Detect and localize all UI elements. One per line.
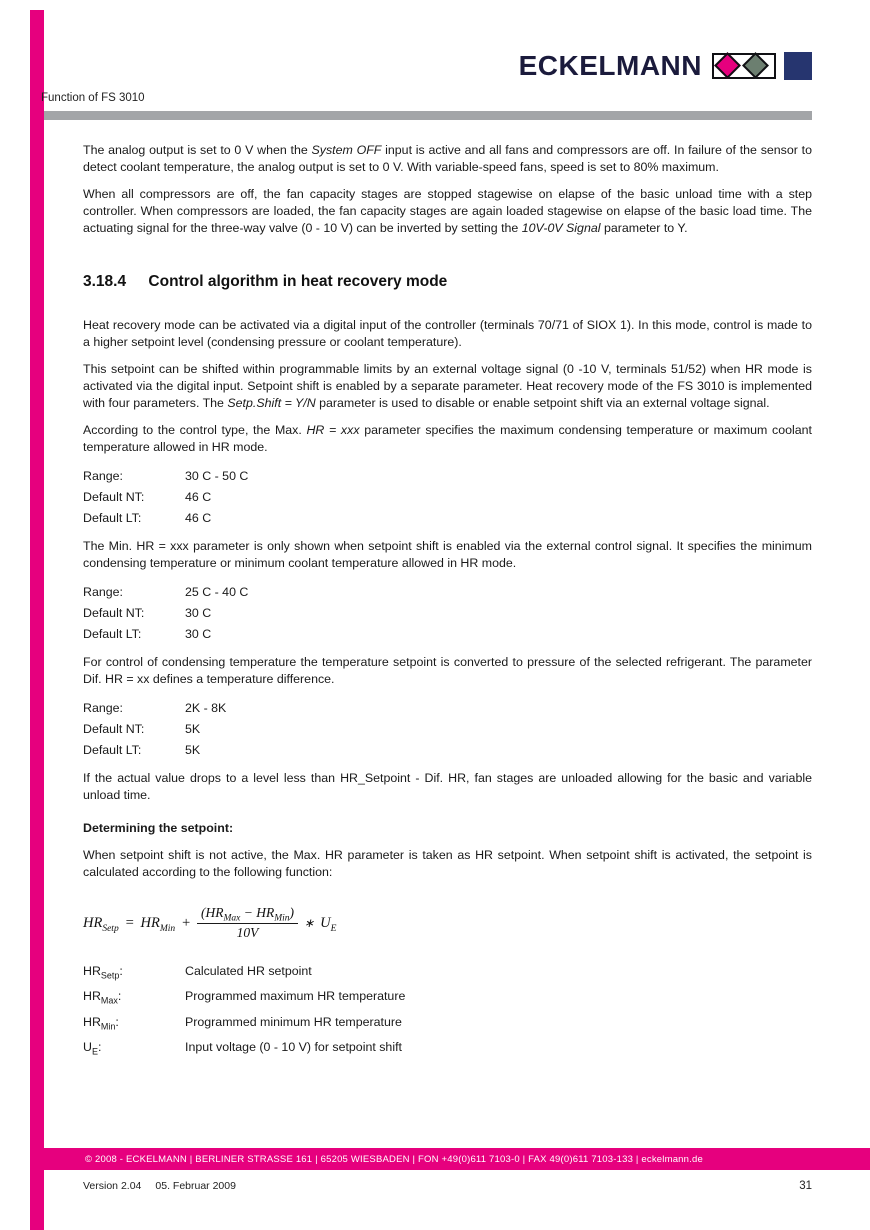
- spec-term: Default LT:: [83, 743, 142, 757]
- text-run: If the actual value drops to a level less than HR_Setpoint - Dif. HR, fan stages are unloaded allowing for the basic and variable unload time.: [83, 771, 812, 802]
- paragraph-unload: [83, 770, 812, 804]
- param-10v-0v-signal: 10V-0V Signal: [521, 221, 601, 235]
- spec-value: 30 C: [185, 606, 212, 620]
- sub-e: E: [330, 923, 337, 934]
- min-hr-spec-list: [83, 582, 812, 645]
- spec-term: Range:: [83, 585, 123, 599]
- var-base: HR: [83, 1014, 101, 1029]
- text-run: The analog output is set to 0 V when the: [83, 143, 312, 157]
- fraction-denominator: 10V: [236, 925, 259, 940]
- spec-value: 30 C - 50 C: [185, 469, 249, 483]
- sub-min: Min: [274, 913, 290, 924]
- colon: :: [115, 1014, 119, 1029]
- spec-term: Range:: [83, 701, 123, 715]
- subheading-determining-setpoint: Determining the setpoint:: [83, 821, 234, 835]
- text-run: parameter is used to disable or enable setpoint shift via an external voltage signal.: [315, 396, 770, 410]
- legend-term: [83, 986, 185, 1011]
- section-number: 3.18.4: [83, 273, 127, 290]
- document-version: Version 2.04: [83, 1180, 142, 1192]
- plus-sign: +: [181, 914, 191, 931]
- footer-imprint-bar: [44, 1148, 870, 1170]
- logo-wordmark: ECKELMANN: [518, 50, 702, 81]
- paragraph-max-hr: [83, 422, 812, 456]
- legend-term: [83, 1037, 185, 1062]
- spec-row: [83, 698, 812, 719]
- equals-sign: =: [124, 914, 135, 931]
- legend-row: [83, 986, 812, 1011]
- colon: :: [119, 964, 123, 978]
- paragraph-dif-hr: [83, 654, 812, 688]
- formula-fraction: [197, 905, 298, 941]
- colon: :: [97, 1040, 102, 1055]
- paragraph-setpoint-shift: [83, 361, 812, 412]
- text-run: According to the control type, the Max.: [83, 423, 307, 437]
- spec-term: Range:: [83, 469, 123, 483]
- main-content: [83, 142, 812, 1063]
- spec-term: Default NT:: [83, 490, 145, 504]
- spec-value: 30 C: [185, 627, 212, 641]
- spec-value: 46 C: [185, 511, 212, 525]
- text-run: Heat recovery mode can be activated via a digital input of the controller (terminals 70/71 of SIOX 1). In this mode, control is made to a higher setpoint level (condensing pressure or coolant temperature).: [83, 318, 812, 349]
- eckelmann-logo: [519, 50, 812, 82]
- legend-definition: Programmed maximum HR temperature: [185, 989, 406, 1004]
- text-run: This setpoint can be shifted within programmable limits by an external voltage signal (0 -10 V, terminals 51/52) when HR mode is activated via the digital input. Setpoint shift is enabled by a separate parameter. Heat recovery mode of the FS 3010 is implemented with four parameters. The: [83, 362, 812, 410]
- var-base: HR: [83, 964, 101, 978]
- spec-value: 5K: [185, 743, 201, 757]
- footer-meta: [83, 1180, 812, 1192]
- logo-navy-square-icon: [784, 52, 812, 80]
- var-sub: Setp: [100, 970, 120, 981]
- param-max-hr: HR = xxx: [306, 423, 360, 437]
- sub-min: Min: [159, 923, 176, 934]
- var-hr: HR: [140, 914, 160, 931]
- hr-setpoint-formula: [83, 905, 812, 941]
- paragraph-min-hr: [83, 538, 812, 572]
- var-hr: HR: [83, 914, 103, 931]
- running-header: Function of FS 3010: [41, 92, 145, 104]
- spec-row: [83, 624, 812, 645]
- legend-row: [83, 1037, 812, 1062]
- page-number: 31: [799, 1180, 812, 1192]
- section-title: Control algorithm in heat recovery mode: [148, 273, 448, 290]
- fraction-numerator: [197, 905, 298, 924]
- formula-lhs: [83, 915, 119, 932]
- spec-value: 2K - 8K: [185, 701, 227, 715]
- text-run: For control of condensing temperature the temperature setpoint is converted to pressure of the selected refrigerant. The parameter Dif. HR = xx defines a temperature difference.: [83, 655, 812, 686]
- spec-row: [83, 487, 812, 508]
- version-and-date: [83, 1180, 236, 1192]
- spec-value: 5K: [185, 722, 201, 736]
- var-sub: Min: [100, 1021, 116, 1032]
- paragraph-compressors-off: [83, 186, 812, 237]
- text-run: When setpoint shift is not active, the Max. HR parameter is taken as HR setpoint. When setpoint shift is activated, the setpoint is calculated according to the following function:: [83, 848, 812, 879]
- spec-row: [83, 466, 812, 487]
- spec-term: Default LT:: [83, 627, 142, 641]
- var-u: U: [320, 914, 331, 931]
- legend-definition: Calculated HR setpoint: [185, 964, 312, 978]
- spec-row: [83, 719, 812, 740]
- text-run: parameter specifies the maximum condensing temperature or maximum coolant temperature allowed in HR mode.: [83, 423, 812, 454]
- header-rule: [44, 111, 812, 120]
- max-hr-spec-list: [83, 466, 812, 529]
- spec-term: Default NT:: [83, 606, 145, 620]
- formula-ue: [320, 915, 336, 932]
- colon: :: [117, 989, 122, 1004]
- sub-setp: Setp: [102, 923, 119, 934]
- text-run: ): [289, 905, 295, 920]
- var-base: U: [83, 1040, 92, 1055]
- spec-value: 25 C - 40 C: [185, 585, 249, 599]
- spec-term: Default NT:: [83, 722, 145, 736]
- legend-definition: Input voltage (0 - 10 V) for setpoint shift: [185, 1040, 402, 1055]
- text-run: (HR: [200, 905, 224, 920]
- legend-row: [83, 1012, 812, 1037]
- legend-definition: Programmed minimum HR temperature: [185, 1014, 402, 1029]
- formula-hr-min: [141, 915, 176, 932]
- spec-row: [83, 740, 812, 761]
- dif-hr-spec-list: [83, 698, 812, 761]
- spec-term: Default LT:: [83, 511, 142, 525]
- var-base: HR: [83, 989, 101, 1004]
- eckelmann-logo-mark-icon: [712, 50, 812, 82]
- legend-row: [83, 961, 812, 986]
- legend-term: [83, 961, 185, 986]
- text-run: input is active and all fans and compressors are off. In failure of the sensor to detect coolant temperature, the analog output is set to 0 V. With variable-speed fans, speed is set to 80% maximum.: [83, 143, 813, 174]
- sub-max: Max: [223, 913, 241, 924]
- legend-term: [83, 1012, 185, 1037]
- paragraph-hr-mode-intro: [83, 317, 812, 351]
- var-sub: Max: [100, 995, 118, 1006]
- brand-left-bar: [30, 10, 44, 1230]
- formula-legend: [83, 961, 812, 1063]
- text-run: parameter to Y.: [600, 221, 688, 235]
- text-run: When all compressors are off, the fan capacity stages are stopped stagewise on elapse of the basic unload time with a step controller. When compressors are loaded, the fan capacity stages are again loaded stagewise on elapse of the basic load time. The actuating signal for the three-way valve (0 - 10 V) can be inverted by setting the: [83, 187, 812, 235]
- multiplication-sign: ∗: [304, 915, 315, 930]
- paragraph-analog-output: [83, 142, 812, 176]
- spec-row: [83, 603, 812, 624]
- param-setp-shift: Setp.Shift = Y/N: [227, 396, 316, 410]
- param-system-off: System OFF: [311, 143, 382, 157]
- document-date: 05. Februar 2009: [155, 1180, 236, 1192]
- footer-imprint-text: © 2008 - ECKELMANN | BERLINER STRASSE 161 | 65205 WIESBADEN | FON +49(0)611 7103-0 | FAX 49(0)611 7103-133 | eckelmann.de: [85, 1153, 703, 1165]
- spec-row: [83, 582, 812, 603]
- spec-row: [83, 508, 812, 529]
- paragraph-setpoint-function: [83, 847, 812, 881]
- var-sub: E: [91, 1046, 98, 1057]
- spec-value: 46 C: [185, 490, 212, 504]
- text-run: The Min. HR = xxx parameter is only shown when setpoint shift is enabled via the external control signal. It specifies the minimum condensing temperature or minimum coolant temperature allowed in HR mode.: [83, 539, 812, 570]
- minus-sign: − HR: [240, 905, 275, 920]
- section-heading: [83, 273, 812, 291]
